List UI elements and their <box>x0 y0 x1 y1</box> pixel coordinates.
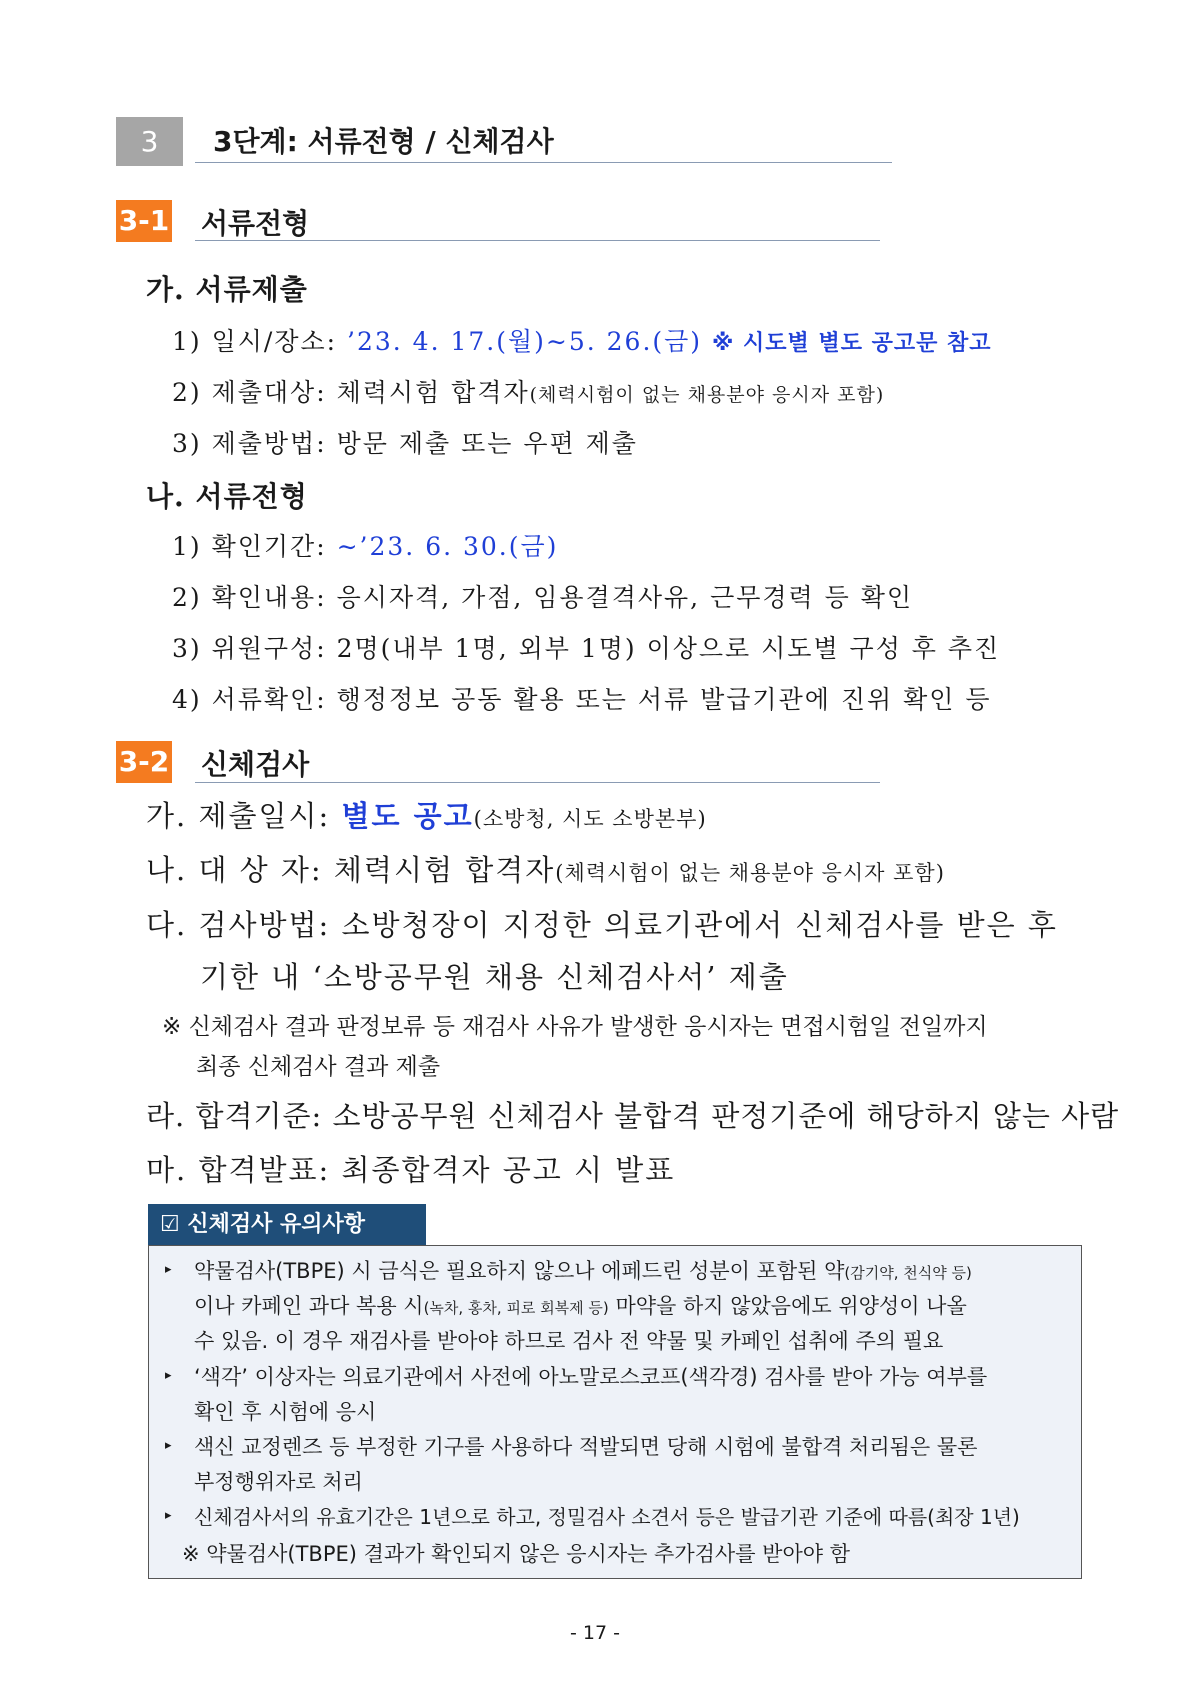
bullet-icon: ▸ <box>165 1368 172 1383</box>
item-exam-method-line1: 다. 검사방법: 소방청장이 지정한 의료기관에서 신체검사를 받은 후 <box>146 908 1058 942</box>
page-number: - 17 - <box>570 1622 620 1644</box>
item-check-period <box>172 527 558 563</box>
item-value: 행정정보 공동 활용 또는 서류 발급기관에 진위 확인 등 <box>336 685 992 714</box>
notice-item-3-line1: 색신 교정렌즈 등 부정한 기구를 사용하다 적발되면 당해 시험에 불합격 처리됨은 물론 <box>194 1435 978 1459</box>
heading-document-submission: 가. 서류제출 <box>146 273 308 306</box>
subsection-number-3-2: 3-2 <box>116 741 172 783</box>
subsection-title-3-2: 신체검사 <box>201 748 310 781</box>
item-check-content <box>172 578 913 614</box>
notice-text: 이나 카페인 과다 복용 시 <box>194 1294 424 1318</box>
notice-text: 마약을 하지 않았음에도 위양성이 나올 <box>608 1294 967 1318</box>
notice-text: 약물검사(TBPE) 시 금식은 필요하지 않으나 에페드린 성분이 포함된 약 <box>194 1259 845 1283</box>
item-label: 1) 일시/장소: <box>172 327 338 356</box>
subsection-number-3-1: 3-1 <box>116 200 172 242</box>
item-committee <box>172 629 1000 665</box>
subsection-divider-3-1 <box>195 240 880 241</box>
item-value: ’23. 4. 17.(월)∼5. 26.(금) <box>347 327 703 356</box>
item-value: 별도 공고 <box>341 799 474 833</box>
section-divider <box>195 162 892 163</box>
item-label: 3) 제출방법: <box>172 429 327 458</box>
notice-footnote: ※ 약물검사(TBPE) 결과가 확인되지 않은 응시자는 추가검사를 받아야 함 <box>182 1542 850 1566</box>
item-exam-method-line2: 기한 내 ‘소방공무원 채용 신체검사서’ 제출 <box>200 960 789 994</box>
section-number: 3 <box>116 117 183 166</box>
item-method <box>172 424 638 460</box>
item-label: 2) 제출대상: <box>172 378 327 407</box>
item-note: (체력시험이 없는 채용분야 응시자 포함) <box>555 861 945 885</box>
section-title: 3단계: 서류전형 / 신체검사 <box>213 125 554 158</box>
notice-title: ☑ 신체검사 유의사항 <box>148 1204 426 1245</box>
notice-item-4-line1: 신체검사서의 유효기간은 1년으로 하고, 정밀검사 소견서 등은 발급기관 기준에 따름(최장 1년) <box>194 1505 1020 1529</box>
item-pass-criteria: 라. 합격기준: 소방공무원 신체검사 불합격 판정기준에 해당하지 않는 사람 <box>146 1099 1120 1133</box>
item-label: 4) 서류확인: <box>172 685 327 714</box>
item-value: 체력시험 합격자 <box>333 853 556 887</box>
item-label: 나. 대 상 자: <box>146 853 323 887</box>
item-value: 방문 제출 또는 우편 제출 <box>336 429 638 458</box>
notice-item-2-line2: 확인 후 시험에 응시 <box>194 1400 377 1424</box>
item-note: (체력시험이 없는 채용분야 응시자 포함) <box>529 384 885 406</box>
item-target <box>172 373 884 409</box>
reexam-note-line2: 최종 신체검사 결과 제출 <box>196 1054 441 1080</box>
bullet-icon: ▸ <box>165 1438 172 1453</box>
item-note: (소방청, 시도 소방본부) <box>473 807 707 831</box>
item-value: 응시자격, 가점, 임용결격사유, 근무경력 등 확인 <box>336 583 914 612</box>
item-value: ∼’23. 6. 30.(금) <box>336 532 559 561</box>
item-label: 2) 확인내용: <box>172 583 327 612</box>
notice-item-2-line1: ‘색각’ 이상자는 의료기관에서 사전에 아노말로스코프(색각경) 검사를 받아 가능 여부를 <box>194 1365 988 1389</box>
notice-item-3-line2: 부정행위자로 처리 <box>194 1470 363 1494</box>
item-pass-announcement: 마. 합격발표: 최종합격자 공고 시 발표 <box>146 1153 676 1187</box>
item-label: 가. 제출일시: <box>146 799 331 833</box>
bullet-icon: ▸ <box>165 1262 172 1277</box>
item-label: 3) 위원구성: <box>172 634 327 663</box>
reexam-note-line1: ※ 신체검사 결과 판정보류 등 재검사 사유가 발생한 응시자는 면접시험일 전일까지 <box>162 1014 988 1040</box>
heading-document-screening: 나. 서류전형 <box>146 480 308 513</box>
subsection-divider-3-2 <box>195 782 880 783</box>
item-date-place <box>172 322 992 358</box>
item-value: 2명(내부 1명, 외부 1명) 이상으로 시도별 구성 후 추진 <box>336 634 1001 663</box>
item-verification <box>172 680 991 716</box>
item-note: ※ 시도별 별도 공고문 참고 <box>712 331 992 356</box>
notice-item-1-line1 <box>194 1255 972 1285</box>
item-label: 1) 확인기간: <box>172 532 327 561</box>
bullet-icon: ▸ <box>165 1508 172 1523</box>
subsection-title-3-1: 서류전형 <box>201 207 310 240</box>
notice-item-1-line3: 수 있음. 이 경우 재검사를 받아야 하므로 검사 전 약물 및 카페인 섭취에 주의 필요 <box>194 1329 944 1353</box>
notice-text-small: (감기약, 천식약 등) <box>844 1264 972 1282</box>
item-submission-date <box>146 794 707 835</box>
notice-item-1-line2 <box>194 1290 967 1320</box>
item-target-persons <box>146 848 945 889</box>
item-value: 체력시험 합격자 <box>336 378 530 407</box>
notice-text-small: (녹차, 홍차, 피로 회복제 등) <box>423 1299 609 1317</box>
